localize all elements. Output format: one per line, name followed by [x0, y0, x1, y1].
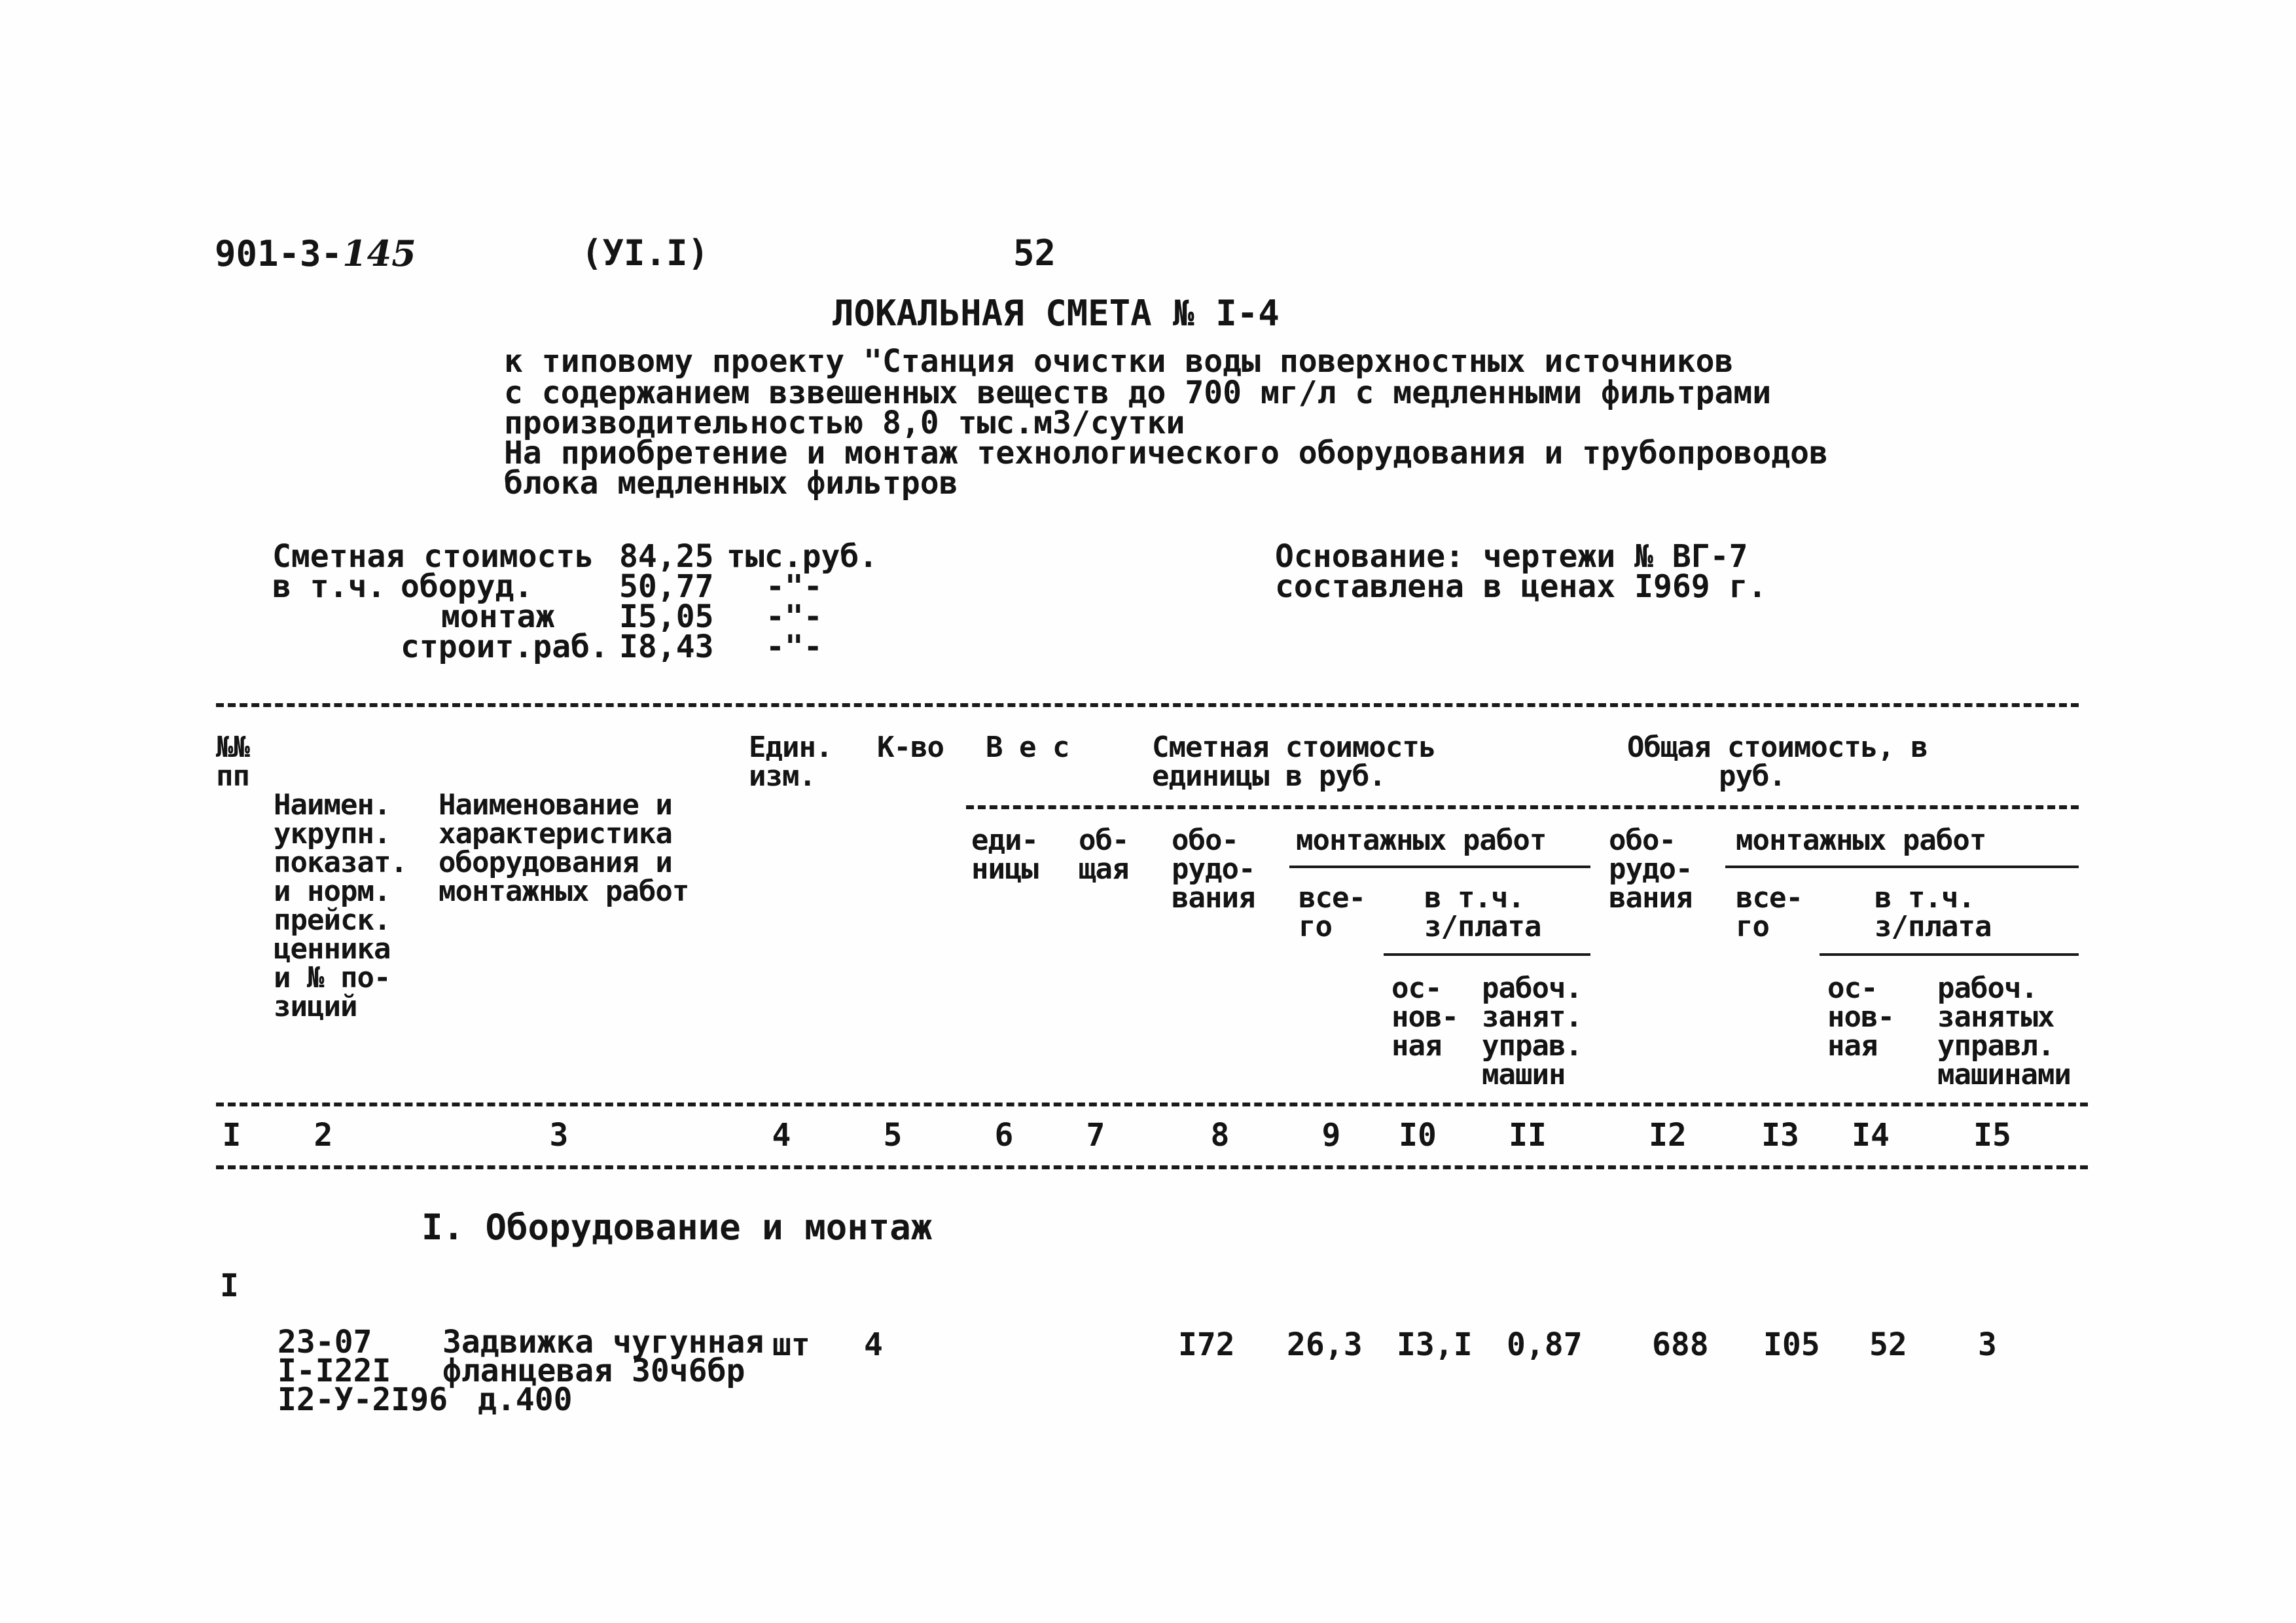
header-unit-equipment: обо- рудо- вания [1172, 824, 1255, 915]
column-number-7: 7 [1086, 1117, 1105, 1154]
header-weight-unit: еди- ницы [971, 824, 1038, 886]
header-total-wage-basic: ос- нов- ная [1827, 972, 1894, 1063]
unit-wage-rule [1384, 953, 1590, 956]
table-top-rule [216, 703, 2079, 707]
header-subgroup-rule [966, 805, 2079, 809]
row-mounting-unit-cost: 26,3 [1287, 1326, 1363, 1363]
row-codes: 23-07 I-I22I I2-У-2I96 [278, 1324, 448, 1418]
section-title: I. Оборудование и монтаж [422, 1207, 933, 1248]
document-code-handwritten: 145 [342, 232, 416, 274]
subtitle-line-2: с содержанием взвешенных веществ до 700 мг/л с медленными фильтрами [504, 374, 1772, 411]
basis-line-1: Основание: чертежи № ВГ-7 [1275, 538, 1748, 575]
subtitle-line-3: производительностью 8,0 тыс.м3/сутки [504, 405, 1185, 441]
column-number-3: 3 [549, 1117, 569, 1154]
total-mount-rule [1725, 866, 2079, 868]
cost-mounting-ditto: -"- [766, 598, 823, 635]
row-item-name: Задвижка чугунная фланцевая 30ч6бр д.400 [442, 1324, 764, 1418]
column-number-4: 4 [772, 1117, 791, 1154]
cost-total-value: 84,25 [619, 538, 714, 575]
header-total-cost: Общая стоимость, в руб. [1627, 731, 1928, 793]
column-number-10: I0 [1399, 1117, 1437, 1154]
cost-equipment-ditto: -"- [766, 568, 823, 605]
column-number-rule [216, 1165, 2088, 1169]
cost-total-label: Сметная стоимость [272, 538, 594, 575]
header-item-name: Наименование и характеристика оборудования и монтажных работ [439, 788, 689, 908]
subtitle-line-1: к типовому проекту "Станция очистки воды поверхностных источников [504, 343, 1734, 380]
column-number-12: I2 [1649, 1117, 1687, 1154]
header-total-wage-machines: рабоч. занятых управл. машинами [1937, 972, 2071, 1091]
header-unit-cost: Сметная стоимость единицы в руб. [1152, 731, 1436, 793]
column-number-2: 2 [314, 1117, 333, 1154]
header-aggregate-code: Наимен. укрупн. показат. и норм. прейск. ценника и № по- зиций [274, 788, 407, 1023]
cost-construction-label: строит.раб. [401, 629, 609, 665]
cost-incl-label: в т.ч. [272, 568, 386, 605]
header-bottom-rule [216, 1103, 2088, 1106]
header-quantity: К-во [877, 731, 944, 764]
header-unit-mounting: монтажных работ [1296, 824, 1547, 857]
unit-mount-rule [1289, 866, 1590, 868]
cost-construction-ditto: -"- [766, 629, 823, 665]
cost-equipment-label: оборуд. [401, 568, 533, 605]
header-unit-incl-wage: в т.ч. з/плата [1424, 881, 1541, 943]
header-total-equipment: обо- рудо- вания [1609, 824, 1693, 915]
row-wage-basic-unit: I3,I [1397, 1326, 1473, 1363]
header-unit: Един. изм. [749, 731, 833, 793]
header-total-mount-all: все- го [1736, 881, 1803, 943]
column-number-11: II [1509, 1117, 1547, 1154]
header-unit-wage-basic: ос- нов- ная [1391, 972, 1458, 1063]
row-equipment-unit-cost: I72 [1178, 1326, 1235, 1363]
cost-mounting-label: монтаж [441, 598, 555, 635]
subtitle-line-5: блока медленных фильтров [504, 465, 958, 501]
row-wage-basic-total: 52 [1869, 1326, 1907, 1363]
header-weight: В е с [986, 731, 1069, 764]
basis-line-2: составлена в ценах I969 г. [1275, 568, 1767, 605]
row-wage-machines-unit: 0,87 [1507, 1326, 1583, 1363]
column-number-15: I5 [1973, 1117, 2011, 1154]
header-total-incl-wage: в т.ч. з/плата [1874, 881, 1992, 943]
header-unit-wage-machines: рабоч. занят. управ. машин [1482, 972, 1582, 1091]
row-equipment-total-cost: 688 [1652, 1326, 1709, 1363]
header-row-number: №№ пп [216, 731, 249, 793]
cost-construction-value: I8,43 [619, 629, 714, 665]
column-number-9: 9 [1321, 1117, 1341, 1154]
column-number-1: I [222, 1117, 242, 1154]
cost-equipment-value: 50,77 [619, 568, 714, 605]
column-number-14: I4 [1852, 1117, 1890, 1154]
row-number: I [220, 1267, 239, 1304]
header-total-mounting: монтажных работ [1736, 824, 1986, 857]
header-weight-total: об- щая [1079, 824, 1129, 886]
subtitle-line-4: На приобретение и монтаж технологического оборудования и трубопроводов [504, 435, 1828, 471]
row-wage-machines-total: 3 [1978, 1326, 1997, 1363]
column-number-8: 8 [1210, 1117, 1230, 1154]
row-mounting-total-cost: I05 [1763, 1326, 1820, 1363]
row-quantity: 4 [864, 1326, 883, 1363]
row-unit: шт [772, 1326, 810, 1363]
column-number-5: 5 [883, 1117, 903, 1154]
total-wage-rule [1820, 953, 2079, 956]
document-code: 901-3-145 [215, 232, 416, 274]
cost-total-unit: тыс.руб. [726, 538, 878, 575]
cost-mounting-value: I5,05 [619, 598, 714, 635]
column-number-13: I3 [1761, 1117, 1799, 1154]
section-code: (УI.I) [581, 232, 709, 274]
column-number-6: 6 [994, 1117, 1014, 1154]
header-unit-mount-all: все- го [1299, 881, 1365, 943]
page-number: 52 [1013, 232, 1056, 274]
document-title: ЛОКАЛЬНАЯ СМЕТА № I-4 [833, 293, 1280, 334]
